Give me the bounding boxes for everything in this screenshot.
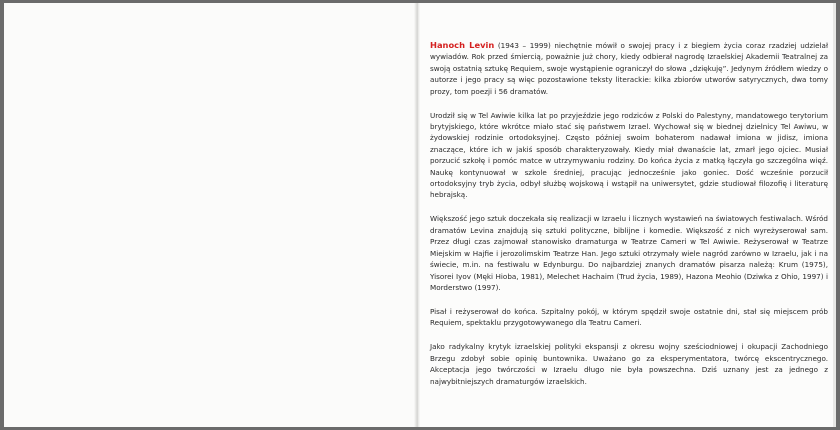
right-page-edge <box>833 3 836 427</box>
paragraph-intro <box>430 40 828 97</box>
right-text-page <box>420 3 836 427</box>
author-name: Hanoch Levin <box>430 40 495 50</box>
paragraph-intro-text: (1943 – 1999) niechętnie mówił o swojej pracy i z biegiem życia coraz rzadziej udzielał wywiadów. Rok przed śmiercią, poważnie już chory, kiedy odbierał nagrodę Izraelskiej Akademii Teatralnej za swoją ostatnią sztukę Requiem, swoje wystąpienie ograniczył do słowa „dziękuję”. Jedynym źródłem wiedzy o autorze i jego pracy są więc pozostawione teksty literackie: kilka zbiorów utworów satyrycznych, dwa tomy prozy, tom poezji i 56 dramatów. <box>430 41 829 96</box>
booklet-spread <box>4 3 836 427</box>
left-blank-page <box>4 3 416 427</box>
paragraph-works: Większość jego sztuk doczekała się realizacji w Izraelu i licznych wystawień na światowych festiwalach. Wśród dramatów Levina znajdują się sztuki polityczne, biblijne i komedie. Większość z nich wyreżyserował sam. Przez długi czas zajmował stanowisko dramaturga w Teatrze Cameri w Tel Awiwie. Reżyserował w Teatrze Miejskim w Hajfie i jerozolimskim Teatrze Han. Jego sztuki otrzymały wiele nagród zarówno w Izraelu, jak i na świecie, m.in. na festiwalu w Edynburgu. Do najbardziej znanych dramatów pisarza należą: Krum (1975), Yisorei Iyov (Męki Hioba, 1981), Melechet Hachaim (Trud życia, 1989), Hazona Meohio (Dziwka z Ohio, 1997) i Morderstwo (1997). <box>430 214 828 292</box>
biography-text <box>430 40 828 400</box>
paragraph-childhood: Urodził się w Tel Awiwie kilka lat po przyjeździe jego rodziców z Polski do Palestyny, mandatowego terytorium brytyjskiego, które wkrótce miało stać się państwem Izrael. Wychował się w biednej dzielnicy Tel Awiwu, w żydowskiej rodzinie ortodoksyjnej. Często później swoim bohaterom nadawał imiona w jidisz, imiona znaczące, które ich w jakiś sposób charakteryzowały. Kiedy miał dwanaście lat, zmarł jego ojciec. Musiał porzucić szkołę i pomóc matce w utrzymywaniu rodziny. Do końca życia z matką łączyła go szczególna więź. Naukę kontynuował w szkole średniej, pracując jednocześnie jako goniec. Dość wcześnie porzucił ortodoksyjny tryb życia, odbył służbę wojskową i wstąpił na uniwersytet, gdzie studiował filozofię i literaturę hebrajską. <box>430 110 828 200</box>
paragraph-legacy: Jako radykalny krytyk izraelskiej polityki ekspansji z okresu wojny sześciodniowej i okupacji Zachodniego Brzegu zdobył sobie opinię buntownika. Uważano go za eksperymentatora, twórcę ekscentrycznego. Akceptacja jego twórczości w Izraelu długo nie była powszechna. Dziś uznany jest za jednego z najwybitniejszych dramaturgów izraelskich. <box>430 342 828 386</box>
paragraph-final-years: Pisał i reżyserował do końca. Szpitalny pokój, w którym spędził swoje ostatnie dni, stał się miejscem prób Requiem, spektaklu przygotowywanego dla Teatru Cameri. <box>430 306 828 328</box>
